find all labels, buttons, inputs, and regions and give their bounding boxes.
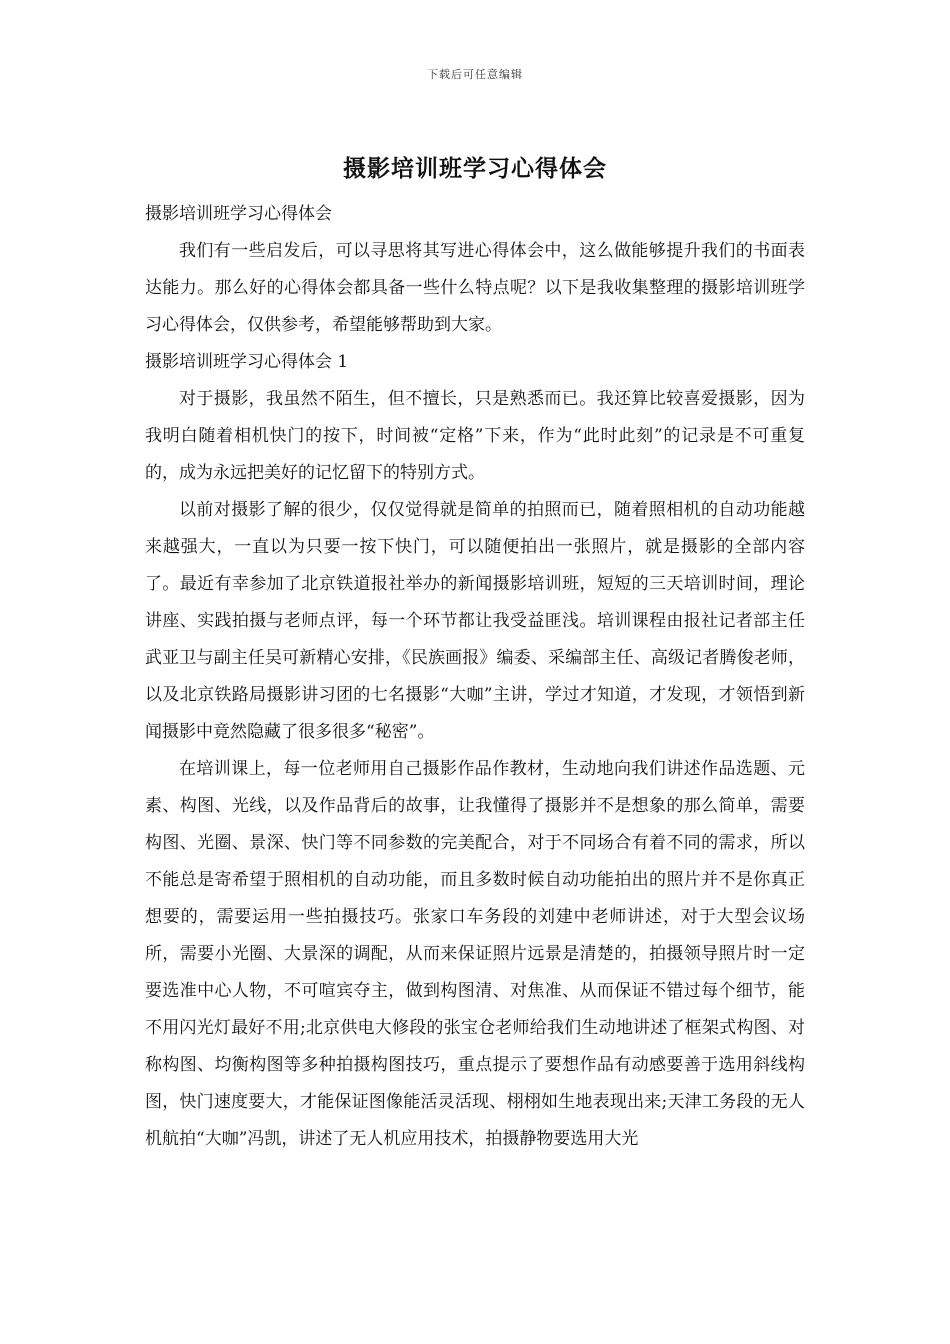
section-heading: 摄影培训班学习心得体会 1 (145, 352, 349, 372)
intro-paragraph: 我们有一些启发后，可以寻思将其写进心得体会中，这么做能够提升我们的书面表达能力。那么好的心得体会都具备一些什么特点呢？以下是我收集整理的摄影培训班学习心得体会，仅供参考，希望能够帮助到大家。 (145, 241, 805, 335)
subtitle-paragraph: 摄影培训班学习心得体会 (145, 204, 332, 224)
document-title: 摄影培训班学习心得体会 (343, 155, 607, 182)
body-paragraph: 以前对摄影了解的很少，仅仅觉得就是简单的拍照而已，随着照相机的自动功能越来越强大，一直以为只要一按下快门，可以随便拍出一张照片，就是摄影的全部内容了。最近有幸参加了北京铁道报社举办的新闻摄影培训班，短短的三天培训时间，理论讲座、实践拍摄与老师点评，每一个环节都让我受益匪浅。培训课程由报社记者部主任武亚卫与副主任吴可新精心安排，《民族画报》编委、采编部主任、高级记者腾俊老师，以及北京铁路局摄影讲习团的七名摄影“大咖”主讲，学过才知道，才发现，才领悟到新闻摄影中竟然隐藏了很多很多“秘密”。 (145, 500, 805, 742)
body-paragraph: 在培训课上，每一位老师用自己摄影作品作教材，生动地向我们讲述作品选题、元素、构图、光线，以及作品背后的故事，让我懂得了摄影并不是想象的那么简单，需要构图、光圈、景深、快门等不同参数的完美配合，对于不同场合有着不同的需求，所以不能总是寄希望于照相机的自动功能，而且多数时候自动功能拍出的照片并不是你真正想要的，需要运用一些拍摄技巧。张家口车务段的刘建中老师讲述，对于大型会议场所，需要小光圈、大景深的调配，从而来保证照片远景是清楚的，拍摄领导照片时一定要选准中心人物，不可喧宾夺主，做到构图清、对焦准、从而保证不错过每个细节，能不用闪光灯最好不用;北京供电大修段的张宝仓老师给我们生动地讲述了框架式构图、对称构图、均衡构图等多种拍摄构图技巧，重点提示了要想作品有动感要善于选用斜线构图，快门速度要大，才能保证图像能活灵活现、栩栩如生地表现出来;天津工务段的无人机航拍“大咖”冯凯，讲述了无人机应用技术，拍摄静物要选用大光 (145, 759, 805, 1149)
document-body (145, 196, 805, 1158)
header-note: 下载后可任意编辑 (427, 68, 523, 81)
body-paragraph: 对于摄影，我虽然不陌生，但不擅长，只是熟悉而已。我还算比较喜爱摄影，因为我明白随着相机快门的按下，时间被“定格”下来，作为“此时此刻”的记录是不可重复的，成为永远把美好的记忆留下的特别方式。 (145, 389, 805, 483)
